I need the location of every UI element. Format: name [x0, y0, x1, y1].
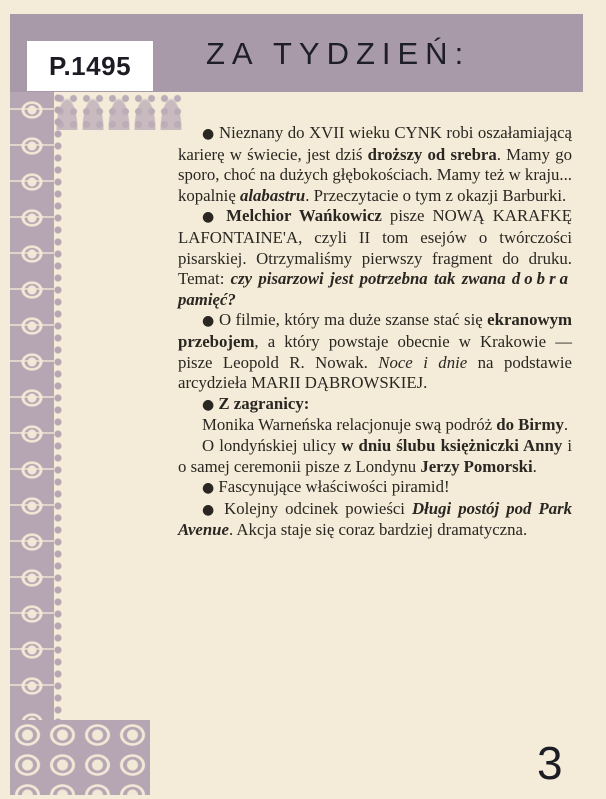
item-cynk: ● Nieznany do XVII wieku CYNK robi oszałamiającą karierę w świecie, jest dziś droższy od srebra. Mamy go sporo, choć na dużych głębokościach. Mamy też w kraju... kopalnię alabastru. Przeczytacie o tym z okazji Barburki. — [178, 123, 572, 205]
bullet-icon: ● — [202, 209, 219, 226]
article-body — [178, 123, 572, 541]
ornamental-border — [10, 92, 54, 795]
bullet-icon: ● — [202, 313, 215, 330]
bullet-icon: ● — [202, 126, 215, 142]
corner-ornament — [54, 92, 184, 130]
item-pyramids: ● Fascynujące właściwości piramid! — [202, 477, 450, 497]
item-novel: ● Kolejny odcinek powieści Długi postój pod Park Avenue. Akcja staje się coraz bardziej dramatyczna. — [178, 498, 573, 540]
bullet-icon: ● — [202, 501, 218, 518]
ornamental-border-edge — [54, 92, 62, 795]
item-abroad-london: O londyńskiej ulicy w dniu ślubu księżniczki Anny i o samej ceremonii pisze z Londynu Jerzy Pomorski. — [178, 435, 572, 476]
item-wankowicz: ● Melchior Wańkowicz pisze NOWĄ KARAFKĘ LAFONTAINE'A, czyli II tom esejów o twórczości pisarskiej. Otrzymaliśmy pierwszy fragment do druku. Temat: czy pisarzowi jest potrzebna tak zwana dobra pamięć? — [178, 206, 572, 309]
item-abroad-birma: Monika Warneńska relacjonuje swą podróż do Birmy. — [202, 415, 569, 435]
bottom-ornament — [10, 720, 150, 795]
header-band — [10, 14, 583, 92]
item-film: ● O filmie, który ma duże szanse stać się ekranowym przebojem, a który powstaje obecnie w Krakowie — pisze Leopold R. Nowak. Noce i dnie na podstawie arcydzieła MARII DĄBROWSKIEJ. — [178, 310, 572, 393]
bullet-icon: ● — [202, 480, 215, 497]
page-number: 3 — [537, 737, 563, 789]
page-title: ZA TYDZIEŃ: — [206, 36, 471, 71]
item-abroad-heading: ● Z zagranicy: — [202, 393, 310, 413]
page-code-label: P.1495 — [27, 41, 153, 91]
bullet-icon: ● — [202, 396, 215, 413]
